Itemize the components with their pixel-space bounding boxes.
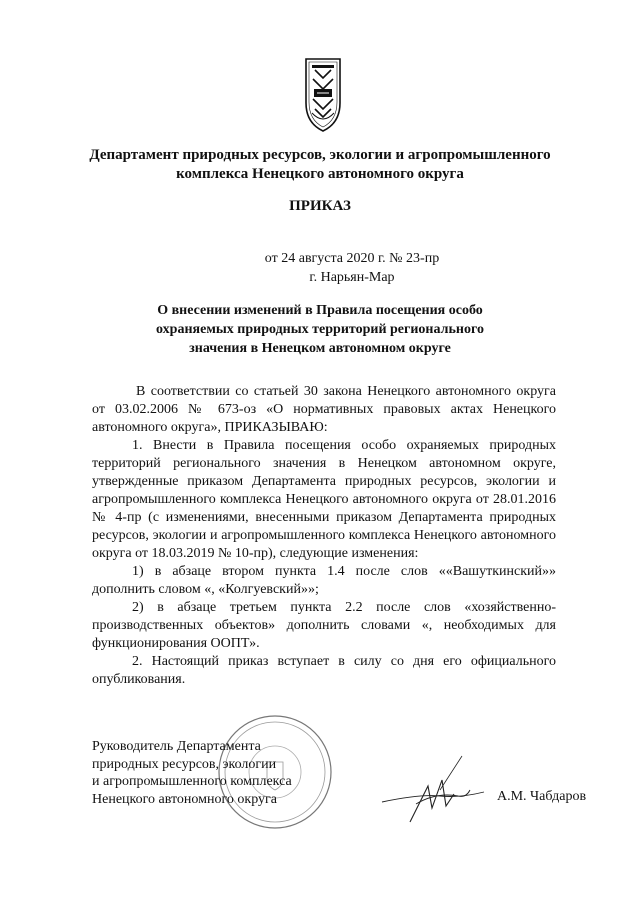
intro-paragraph: В соответствии со статьей 30 закона Ненецкого автономного округа от 03.02.2006 № 673-оз «О нормативных правовых актах Ненецкого автономного округа», ПРИКАЗЫВАЮ: — [92, 384, 556, 435]
date-block — [60, 249, 580, 287]
city-line: г. Нарьян-Мар — [309, 270, 395, 285]
date-number-line: от 24 августа 2020 г. № 23-пр — [264, 251, 440, 266]
nenets-okrug-emblem-icon — [303, 55, 343, 135]
department-line: Департамент природных ресурсов, экологии и агропромышленного — [89, 147, 551, 163]
subject-line: значения в Ненецком автономном округе — [189, 341, 451, 356]
subitem-1-paragraph: 1) в абзаце втором пункта 1.4 после слов ««Вашуткинский»» дополнить словом «, «Колгуевский»»; — [92, 564, 556, 597]
subject-heading — [60, 301, 580, 358]
document-body — [92, 383, 556, 689]
subject-line: охраняемых природных территорий регионального — [156, 322, 484, 337]
signatory-line: Руководитель Департамента — [92, 739, 261, 754]
document-title: ПРИКАЗ — [289, 198, 351, 214]
subject-line: О внесении изменений в Правила посещения особо — [157, 303, 483, 318]
department-header — [60, 146, 580, 184]
item-1-paragraph: 1. Внести в Правила посещения особо охраняемых природных территорий регионального значения в Ненецком автономном округе, утвержденные приказом Департамента природных ресурсов, экологии и агропромышленного комплекса Ненецкого автономного округа от 28.01.2016 № 4-пр (с изменениями, внесенными приказом Департамента природных ресурсов, экологии и агропромышленного комплекса Ненецкого автономного округа от 18.03.2019 № 10-пр), следующие изменения: — [92, 438, 556, 561]
signatory-name: А.М. Чабдаров — [497, 789, 587, 804]
department-line: комплекса Ненецкого автономного округа — [176, 166, 464, 182]
signatory-block — [92, 738, 322, 808]
signatory-line: Ненецкого автономного округа — [92, 791, 277, 807]
signatory-line: природных ресурсов, экологии — [92, 756, 277, 772]
subitem-2-paragraph: 2) в абзаце третьем пункта 2.2 после слов «хозяйственно-производственных объектов» дополнить словами «, необходимых для функционирования ООПТ». — [92, 600, 556, 651]
signatory-line: и агропромышленного комплекса — [92, 774, 292, 789]
item-2-paragraph: 2. Настоящий приказ вступает в силу со дня его официального опубликования. — [92, 654, 556, 687]
handwritten-signature — [380, 750, 490, 830]
